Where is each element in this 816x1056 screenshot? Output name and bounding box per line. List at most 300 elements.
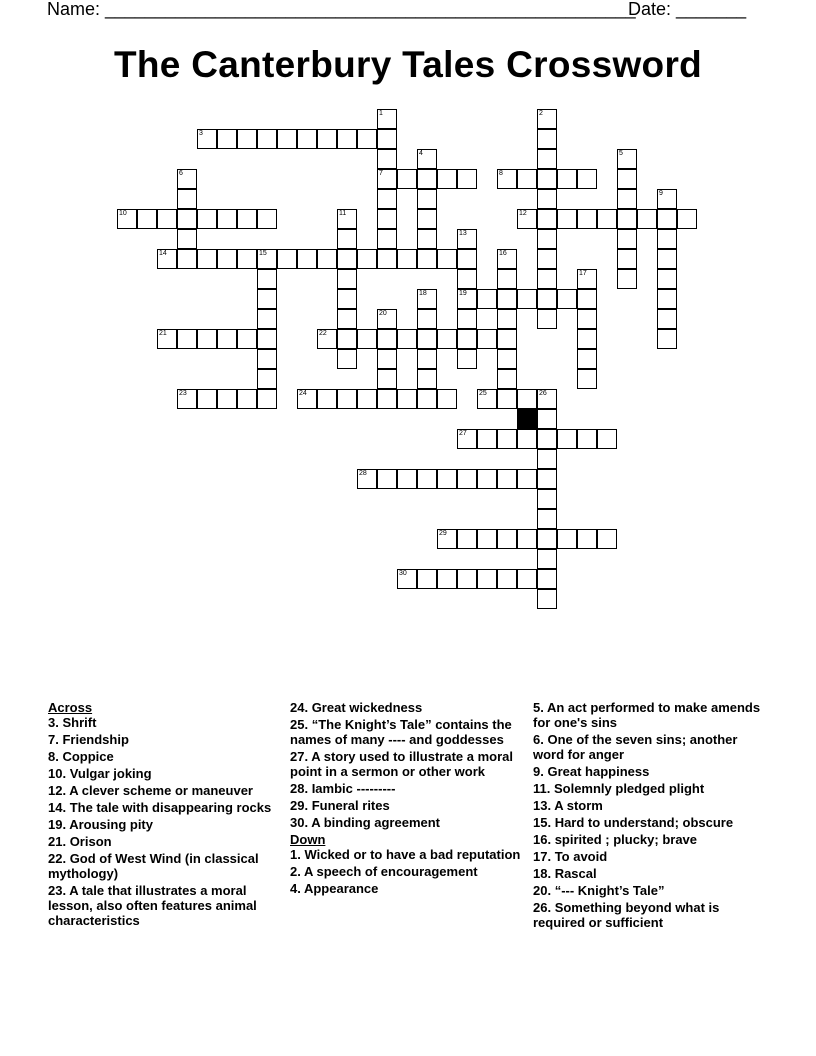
down-clue [533,798,763,813]
cell-number: 16 [499,250,507,257]
clue-text: Arousing pity [66,817,153,832]
cell-number: 18 [419,290,427,297]
grid-cell[interactable] [397,169,417,189]
grid-cell[interactable] [337,329,357,349]
grid-cell[interactable] [557,209,577,229]
grid-cell[interactable] [377,209,397,229]
grid-cell[interactable] [457,529,477,549]
grid-cell[interactable] [437,469,457,489]
clue-number: 28. [290,781,309,796]
down-clue [533,883,763,898]
clue-number: 7. [48,732,59,747]
down-clue [533,815,763,830]
clue-text: Wicked or to have a bad reputation [300,847,521,862]
grid-cell[interactable] [457,349,477,369]
clue-text: Hard to understand; obscure [551,815,734,830]
grid-cell[interactable] [337,389,357,409]
grid-cell[interactable] [217,129,237,149]
grid-cell[interactable] [477,469,497,489]
grid-cell[interactable] [497,249,517,269]
grid-cell[interactable] [537,389,557,409]
grid-cell[interactable] [557,529,577,549]
grid-cell[interactable] [377,149,397,169]
grid-cell[interactable] [337,309,357,329]
clue-number: 26. [533,900,552,915]
cell-number: 22 [319,330,327,337]
grid-cell[interactable] [477,289,497,309]
down-clue [533,700,763,730]
grid-cell[interactable] [577,169,597,189]
grid-cell[interactable] [217,329,237,349]
grid-cell[interactable] [477,529,497,549]
cell-number: 2 [539,110,543,117]
grid-cell[interactable] [577,349,597,369]
grid-cell[interactable] [537,449,557,469]
grid-cell[interactable] [197,329,217,349]
clue-text: spirited ; plucky; brave [551,832,698,847]
grid-cell[interactable] [497,269,517,289]
across-clue [290,781,525,796]
grid-cell[interactable] [537,469,557,489]
grid-cell[interactable] [257,209,277,229]
clue-text: Great happiness [543,764,650,779]
clue-number: 12. [48,783,67,798]
grid-cell[interactable] [617,169,637,189]
grid-cell[interactable] [337,289,357,309]
grid-cell[interactable] [517,169,537,189]
grid-cell[interactable] [537,489,557,509]
grid-cell[interactable] [437,329,457,349]
grid-cell[interactable] [177,209,197,229]
clue-text: Vulgar joking [66,766,152,781]
across-clue [48,715,283,730]
grid-cell[interactable] [637,209,657,229]
grid-cell[interactable] [437,569,457,589]
grid-cell[interactable] [137,209,157,229]
grid-cell[interactable] [437,169,457,189]
name-field[interactable]: Name: _____________________________________________________ [47,0,636,19]
grid-cell[interactable] [657,249,677,269]
grid-cell[interactable] [477,329,497,349]
grid-cell[interactable] [497,309,517,329]
clue-number: 14. [48,800,67,815]
grid-cell[interactable] [437,389,457,409]
grid-cell[interactable] [557,429,577,449]
clue-text: To avoid [551,849,608,864]
grid-cell[interactable] [257,289,277,309]
cell-number: 7 [379,170,383,177]
clue-number: 24. [290,700,309,715]
grid-cell[interactable] [477,429,497,449]
down-clue [533,832,763,847]
cell-number: 23 [179,390,187,397]
cell-number: 29 [439,530,447,537]
clue-number: 15. [533,815,552,830]
grid-cell[interactable] [457,569,477,589]
grid-cell[interactable] [357,249,377,269]
clue-number: 6. [533,732,544,747]
grid-cell[interactable] [457,289,477,309]
grid-cell[interactable] [457,269,477,289]
grid-cell[interactable] [397,469,417,489]
grid-cell[interactable] [417,189,437,209]
grid-cell[interactable] [337,129,357,149]
grid-cell[interactable] [597,429,617,449]
cell-number: 14 [159,250,167,257]
cell-number: 12 [519,210,527,217]
grid-cell[interactable] [417,569,437,589]
clue-number: 30. [290,815,309,830]
grid-cell[interactable] [117,209,137,229]
clue-text: God of West Wind (in classical mythology) [48,851,259,881]
grid-cell[interactable] [377,349,397,369]
grid-cell[interactable] [377,369,397,389]
grid-cell[interactable] [297,129,317,149]
clue-number: 2. [290,864,301,879]
grid-cell[interactable] [517,209,537,229]
grid-block [517,409,537,429]
clue-text: The tale with disappearing rocks [66,800,272,815]
clue-number: 16. [533,832,552,847]
clues-column-3 [533,700,763,932]
page-title: The Canterbury Tales Crossword [113,44,703,85]
grid-cell[interactable] [537,249,557,269]
grid-cell[interactable] [477,389,497,409]
clue-number: 18. [533,866,552,881]
date-field[interactable]: Date: _______ [628,0,747,19]
grid-cell[interactable] [377,329,397,349]
grid-cell[interactable] [657,229,677,249]
grid-cell[interactable] [497,329,517,349]
grid-cell[interactable] [457,169,477,189]
grid-cell[interactable] [537,109,557,129]
grid-cell[interactable] [197,249,217,269]
grid-cell[interactable] [357,389,377,409]
clue-text: An act performed to make amends for one's sins [533,700,761,730]
clue-text: A clever scheme or maneuver [66,783,253,798]
across-clue [290,700,525,715]
grid-cell[interactable] [337,209,357,229]
grid-cell[interactable] [457,329,477,349]
grid-cell[interactable] [597,209,617,229]
across-clue [290,749,525,779]
grid-cell[interactable] [377,389,397,409]
grid-cell[interactable] [537,149,557,169]
clues-column-2 [290,700,525,898]
clue-number: 4. [290,881,301,896]
grid-cell[interactable] [417,369,437,389]
clue-text: Friendship [58,732,129,747]
grid-cell[interactable] [197,389,217,409]
grid-cell[interactable] [537,549,557,569]
clue-number: 8. [48,749,59,764]
grid-cell[interactable] [177,389,197,409]
grid-cell[interactable] [577,329,597,349]
grid-cell[interactable] [377,249,397,269]
grid-cell[interactable] [657,289,677,309]
clue-number: 25. [290,717,309,732]
grid-cell[interactable] [657,329,677,349]
grid-cell[interactable] [217,389,237,409]
grid-cell[interactable] [517,569,537,589]
grid-cell[interactable] [457,229,477,249]
grid-cell[interactable] [257,329,277,349]
grid-cell[interactable] [397,329,417,349]
grid-cell[interactable] [417,209,437,229]
grid-cell[interactable] [337,349,357,369]
grid-cell[interactable] [437,529,457,549]
grid-cell[interactable] [457,309,477,329]
grid-cell[interactable] [297,249,317,269]
grid-cell[interactable] [497,349,517,369]
grid-cell[interactable] [317,329,337,349]
grid-cell[interactable] [277,249,297,269]
cell-number: 26 [539,390,547,397]
grid-cell[interactable] [537,429,557,449]
cell-number: 5 [619,150,623,157]
grid-cell[interactable] [177,229,197,249]
grid-cell[interactable] [497,529,517,549]
clue-number: 3. [48,715,59,730]
grid-cell[interactable] [217,249,237,269]
grid-cell[interactable] [557,169,577,189]
grid-cell[interactable] [217,209,237,229]
down-clue [533,866,763,881]
clue-text: Coppice [58,749,114,764]
grid-cell[interactable] [417,169,437,189]
clues-column-1 [48,700,283,930]
grid-cell[interactable] [417,349,437,369]
grid-cell[interactable] [537,289,557,309]
grid-cell[interactable] [537,589,557,609]
grid-cell[interactable] [257,129,277,149]
grid-cell[interactable] [197,209,217,229]
cell-number: 27 [459,430,467,437]
grid-cell[interactable] [497,169,517,189]
down-clue [290,847,525,862]
grid-cell[interactable] [177,249,197,269]
grid-cell[interactable] [177,189,197,209]
grid-cell[interactable] [377,469,397,489]
grid-cell[interactable] [417,249,437,269]
across-clue [48,749,283,764]
grid-cell[interactable] [317,389,337,409]
grid-cell[interactable] [177,169,197,189]
grid-cell[interactable] [537,189,557,209]
grid-cell[interactable] [237,389,257,409]
grid-cell[interactable] [237,249,257,269]
grid-cell[interactable] [497,569,517,589]
grid-cell[interactable] [597,529,617,549]
down-clue [290,864,525,879]
grid-cell[interactable] [257,389,277,409]
across-clue [48,851,283,881]
down-heading: Down [290,832,326,847]
across-heading: Across [48,700,93,715]
across-clue [48,800,283,815]
cell-number: 17 [579,270,587,277]
grid-cell[interactable] [257,369,277,389]
grid-cell[interactable] [537,269,557,289]
grid-cell[interactable] [517,429,537,449]
grid-cell[interactable] [677,209,697,229]
grid-cell[interactable] [497,389,517,409]
clue-text: Orison [66,834,112,849]
clue-number: 13. [533,798,552,813]
grid-cell[interactable] [497,469,517,489]
across-clue [290,815,525,830]
grid-cell[interactable] [537,529,557,549]
grid-cell[interactable] [377,109,397,129]
clue-number: 29. [290,798,309,813]
grid-cell[interactable] [357,129,377,149]
clue-text: A binding agreement [308,815,441,830]
clue-number: 27. [290,749,309,764]
grid-cell[interactable] [497,429,517,449]
grid-cell[interactable] [617,209,637,229]
grid-cell[interactable] [337,249,357,269]
grid-cell[interactable] [377,169,397,189]
grid-cell[interactable] [617,269,637,289]
grid-cell[interactable] [537,569,557,589]
grid-cell[interactable] [617,189,637,209]
grid-cell[interactable] [397,569,417,589]
clue-text: A storm [551,798,603,813]
clue-number: 1. [290,847,301,862]
clue-text: Appearance [300,881,379,896]
grid-cell[interactable] [577,369,597,389]
clue-text: Shrift [58,715,97,730]
grid-cell[interactable] [497,289,517,309]
grid-cell[interactable] [337,269,357,289]
grid-cell[interactable] [537,309,557,329]
grid-cell[interactable] [577,429,597,449]
grid-cell[interactable] [377,309,397,329]
cell-number: 24 [299,390,307,397]
grid-cell[interactable] [337,229,357,249]
grid-cell[interactable] [157,249,177,269]
grid-cell[interactable] [617,229,637,249]
grid-cell[interactable] [317,249,337,269]
grid-cell[interactable] [317,129,337,149]
clue-number: 9. [533,764,544,779]
grid-cell[interactable] [537,129,557,149]
grid-cell[interactable] [537,409,557,429]
cell-number: 21 [159,330,167,337]
grid-cell[interactable] [617,249,637,269]
grid-cell[interactable] [417,469,437,489]
grid-cell[interactable] [377,229,397,249]
grid-cell[interactable] [157,329,177,349]
clue-text: Great wickedness [308,700,423,715]
down-clue [533,900,763,930]
cell-number: 25 [479,390,487,397]
across-clue [290,717,525,747]
grid-cell[interactable] [197,129,217,149]
grid-cell[interactable] [457,469,477,489]
grid-cell[interactable] [397,389,417,409]
clue-text: “--- Knight’s Tale” [551,883,665,898]
down-clue [533,781,763,796]
grid-cell[interactable] [557,289,577,309]
grid-cell[interactable] [257,249,277,269]
grid-cell[interactable] [177,329,197,349]
grid-cell[interactable] [537,509,557,529]
grid-cell[interactable] [537,209,557,229]
across-clue [48,834,283,849]
grid-cell[interactable] [397,249,417,269]
down-clue [533,732,763,762]
grid-cell[interactable] [417,309,437,329]
clue-number: 11. [533,781,551,796]
grid-cell[interactable] [357,469,377,489]
grid-cell[interactable] [577,529,597,549]
grid-cell[interactable] [517,289,537,309]
cell-number: 19 [459,290,467,297]
grid-cell[interactable] [437,249,457,269]
grid-cell[interactable] [157,209,177,229]
grid-cell[interactable] [517,469,537,489]
clue-text: Rascal [551,866,597,881]
grid-cell[interactable] [657,209,677,229]
grid-cell[interactable] [377,189,397,209]
cell-number: 11 [339,210,347,217]
grid-cell[interactable] [657,269,677,289]
grid-cell[interactable] [577,209,597,229]
cell-number: 1 [379,110,383,117]
grid-cell[interactable] [577,289,597,309]
cell-number: 13 [459,230,467,237]
grid-cell[interactable] [257,309,277,329]
grid-cell[interactable] [277,129,297,149]
grid-cell[interactable] [457,249,477,269]
grid-cell[interactable] [417,329,437,349]
grid-cell[interactable] [417,289,437,309]
grid-cell[interactable] [417,149,437,169]
grid-cell[interactable] [477,569,497,589]
grid-cell[interactable] [457,429,477,449]
grid-cell[interactable] [517,389,537,409]
grid-cell[interactable] [417,389,437,409]
grid-cell[interactable] [417,229,437,249]
clue-number: 21. [48,834,67,849]
grid-cell[interactable] [377,129,397,149]
grid-cell[interactable] [497,369,517,389]
grid-cell[interactable] [257,269,277,289]
grid-cell[interactable] [657,189,677,209]
grid-cell[interactable] [237,209,257,229]
cell-number: 10 [119,210,127,217]
down-clue [533,764,763,779]
across-clue [48,817,283,832]
grid-cell[interactable] [257,349,277,369]
grid-cell[interactable] [297,389,317,409]
grid-cell[interactable] [577,309,597,329]
grid-cell[interactable] [577,269,597,289]
grid-cell[interactable] [537,229,557,249]
across-clue [48,766,283,781]
grid-cell[interactable] [657,309,677,329]
grid-cell[interactable] [237,129,257,149]
grid-cell[interactable] [537,169,557,189]
grid-cell[interactable] [617,149,637,169]
grid-cell[interactable] [237,329,257,349]
clue-text: Funeral rites [308,798,390,813]
grid-cell[interactable] [357,329,377,349]
cell-number: 30 [399,570,407,577]
grid-cell[interactable] [517,529,537,549]
across-clue [290,798,525,813]
